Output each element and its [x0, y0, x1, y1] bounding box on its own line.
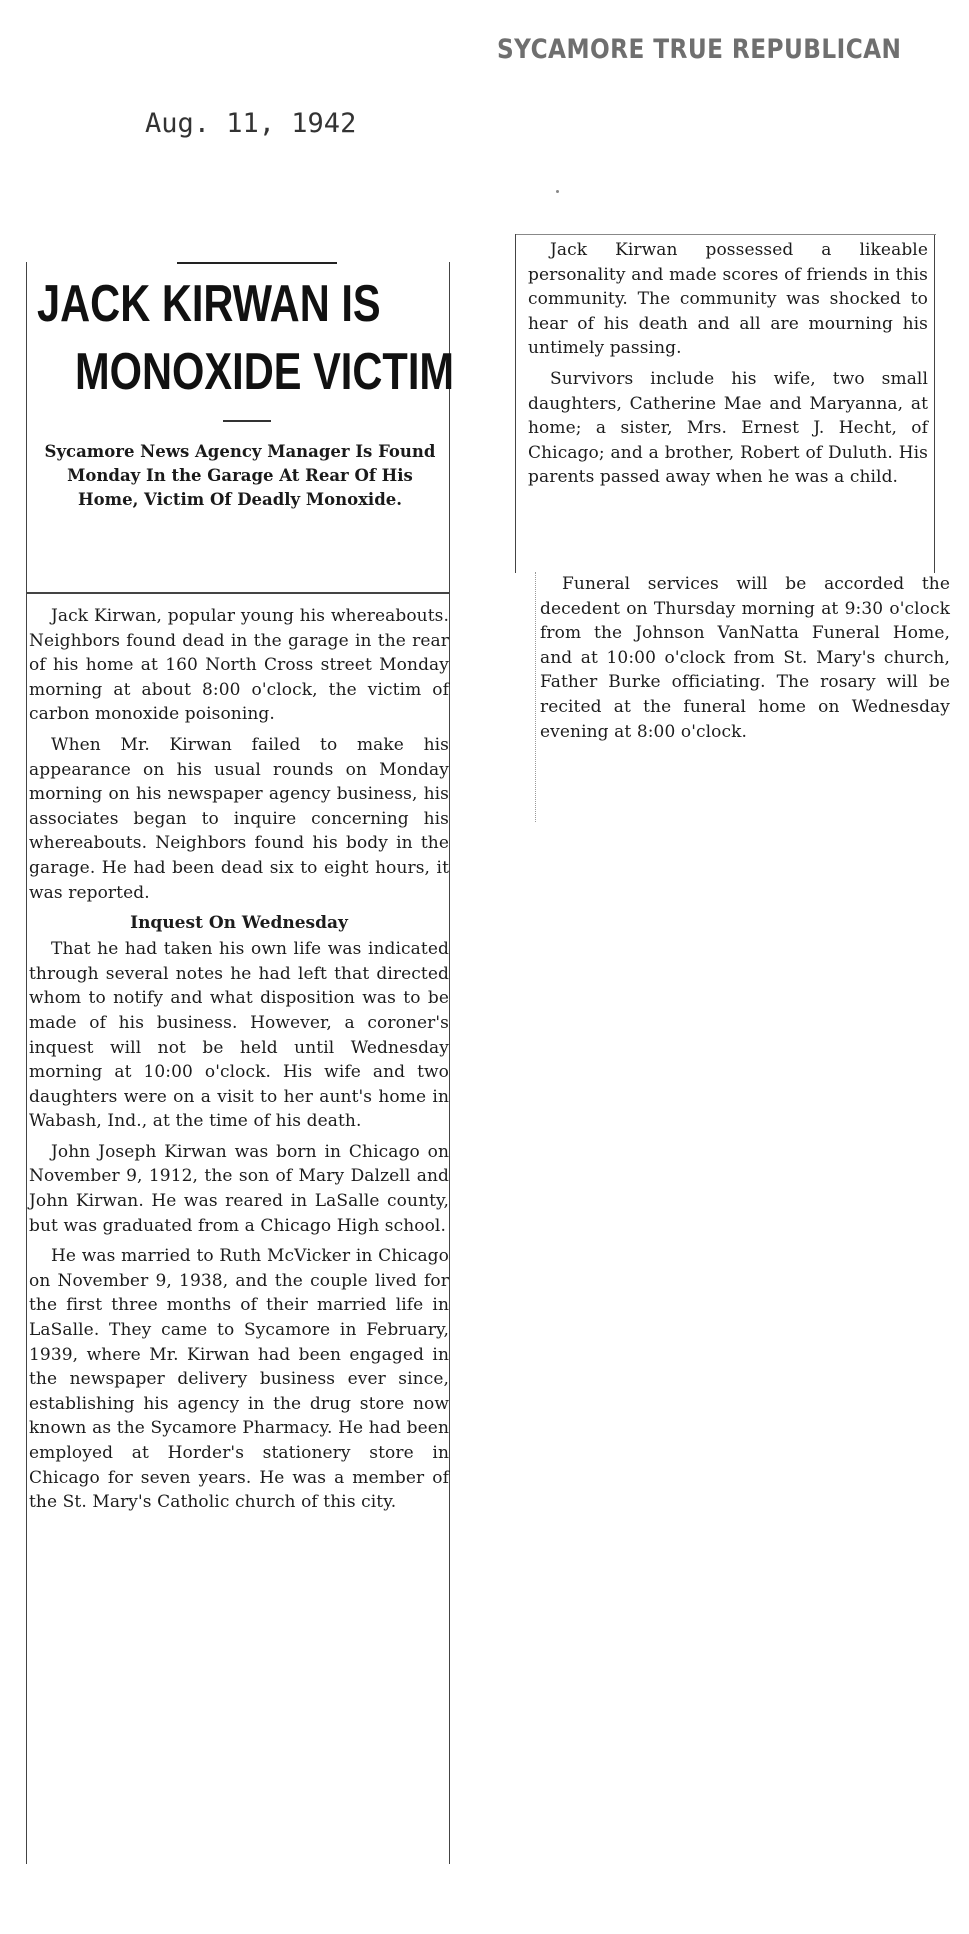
- article-column-1: [26, 262, 455, 1864]
- date-annotation: Aug. 11, 1942: [145, 108, 357, 139]
- paragraph-survivors: Survivors include his wife, two small daughters, Catherine Mae and Maryanna, at home; a sister, Mrs. Ernest J. Hecht, of Chicago; and a brother, Robert of Duluth. His parents passed away when he was a child.: [528, 368, 928, 488]
- headline-divider: [223, 420, 271, 422]
- paragraph-5: He was married to Ruth McVicker in Chicago on November 9, 1938, and the couple lived for the first three months of their married life in LaSalle. They came to Sycamore in February, 1939, where Mr. Kirwan had been engaged in the newspaper delivery business ever since, establishing his agency in the drug store now known as the Sycamore Pharmacy. He had been employed at Horder's stationery store in Chicago for seven years. He was a member of the St. Mary's Catholic church of this city.: [29, 1246, 449, 1513]
- column-2-top-rule: [516, 234, 936, 235]
- top-rule: [177, 262, 337, 264]
- inquest-subhead: Inquest On Wednesday: [130, 913, 348, 934]
- paragraph-4: John Joseph Kirwan was born in Chicago on November 9, 1912, the son of Mary Dalzell and John Kirwan. He was reared in LaSalle county, but was graduated from a Chicago High school.: [29, 1141, 449, 1236]
- article-column-2-continued: [535, 572, 950, 822]
- article-column-2: [515, 234, 935, 573]
- headline-line-2: MONOXIDE VICTIM: [75, 343, 455, 401]
- paragraph-3: That he had taken his own life was indicated through several notes he had left that directed whom to notify and what disposition was to be made of his business. However, a coroner's inquest will not be held until Wednesday morning at 10:00 o'clock. His wife and two daughters were on a visit to her aunt's home in Wabash, Ind., at the time of his death.: [29, 939, 449, 1132]
- column-1-body: [29, 604, 449, 1521]
- newspaper-stamp: SYCAMORE TRUE REPUBLICAN: [497, 34, 902, 65]
- paragraph-1: Jack Kirwan, popular young his whereabouts. Neighbors found dead in the garage in the rear of his home at 160 North Cross street Monday morning at about 8:00 o'clock, the victim of carbon monoxide poisoning.: [29, 606, 449, 725]
- paragraph-personality: Jack Kirwan possessed a likeable personality and made scores of friends in this community. The community was shocked to hear of his death and all are mourning his untimely passing.: [528, 240, 928, 359]
- paragraph-funeral: Funeral services will be accorded the decedent on Thursday morning at 9:30 o'clock from the Johnson VanNatta Funeral Home, and at 10:00 o'clock from St. Mary's church, Father Burke officiating. The rosary will be recited at the funeral home on Wednesday evening at 8:00 o'clock.: [540, 574, 950, 742]
- paragraph-2: When Mr. Kirwan failed to make his appearance on his usual rounds on Monday morning on his newspaper agency business, his associates began to inquire concerning his whereabouts. Neighbors found his body in the garage. He had been dead six to eight hours, it was reported.: [29, 734, 449, 903]
- column-2-body: [528, 238, 928, 496]
- subheadline-deck: Sycamore News Agency Manager Is Found Monday In the Garage At Rear Of His Home, Victim Of Deadly Monoxide.: [44, 442, 436, 509]
- speck: [556, 190, 559, 193]
- deck-divider: [27, 592, 449, 594]
- column-2-continued-body: [540, 572, 960, 750]
- headline-line-1: JACK KIRWAN IS: [37, 275, 381, 333]
